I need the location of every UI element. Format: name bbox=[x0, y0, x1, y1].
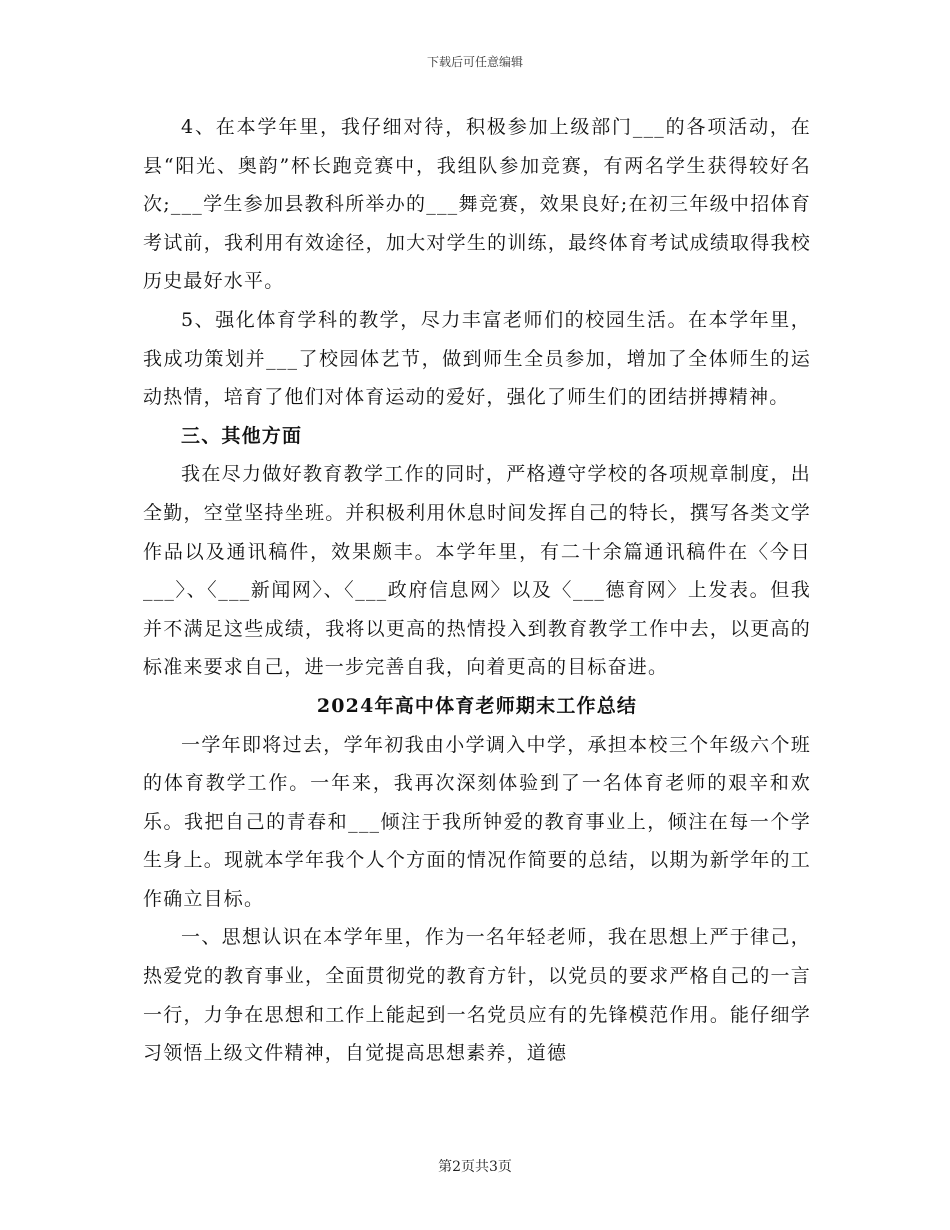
paragraph-item-4: 4、在本学年里，我仔细对待，积极参加上级部门___的各项活动，在县“阳光、奥韵”杯长跑竞赛中，我组队参加竞赛，有两名学生获得较好名次;___学生参加县教科所举办的___舞竞赛，效果良好;在初三年级中招体育考试前，我利用有效途径，加大对学生的训练，最终体育考试成绩取得我校历史最好水平。 bbox=[143, 116, 811, 293]
page-number: 第2页共3页 bbox=[438, 1159, 512, 1175]
header-note: 下载后可任意编辑 bbox=[426, 55, 523, 69]
paragraph-item-5: 5、强化体育学科的教学，尽力丰富老师们的校园生活。在本学年里，我成功策划并___了校园体艺节，做到师生全员参加，增加了全体师生的运动热情，培育了他们对体育运动的爱好，强化了师生们的团结拼搏精神。 bbox=[143, 308, 811, 409]
document-title: 2024年高中体育老师期末工作总结 bbox=[316, 694, 638, 717]
paragraph-intro: 一学年即将过去，学年初我由小学调入中学，承担本校三个年级六个班的体育教学工作。一年来，我再次深刻体验到了一名体育老师的艰辛和欢乐。我把自己的青春和___倾注于我所钟爱的教育事业上，倾注在每一个学生身上。现就本学年我个人个方面的情况作简要的总结，以期为新学年的工作确立目标。 bbox=[143, 733, 811, 910]
document-body bbox=[143, 108, 811, 1073]
section-heading-other: 三、其他方面 bbox=[181, 424, 303, 447]
paragraph-ideology: 一、思想认识在本学年里，作为一名年轻老师，我在思想上严于律己，热爱党的教育事业，全面贯彻党的教育方针，以党员的要求严格自己的一言一行，力争在思想和工作上能起到一名党员应有的先锋模范作用。能仔细学习领悟上级文件精神，自觉提高思想素养，道德 bbox=[143, 926, 811, 1065]
paragraph-other-aspects: 我在尽力做好教育教学工作的同时，严格遵守学校的各项规章制度，出全勤，空堂坚持坐班。并积极利用休息时间发挥自己的特长，撰写各类文学作品以及通讯稿件，效果颇丰。本学年里，有二十余篇通讯稿件在〈今日___〉、〈___新闻网〉、〈___政府信息网〉以及〈___德育网〉上发表。但我并不满足这些成绩，我将以更高的热情投入到教育教学工作中去，以更高的标准来要求自己，进一步完善自我，向着更高的目标奋进。 bbox=[143, 463, 811, 679]
